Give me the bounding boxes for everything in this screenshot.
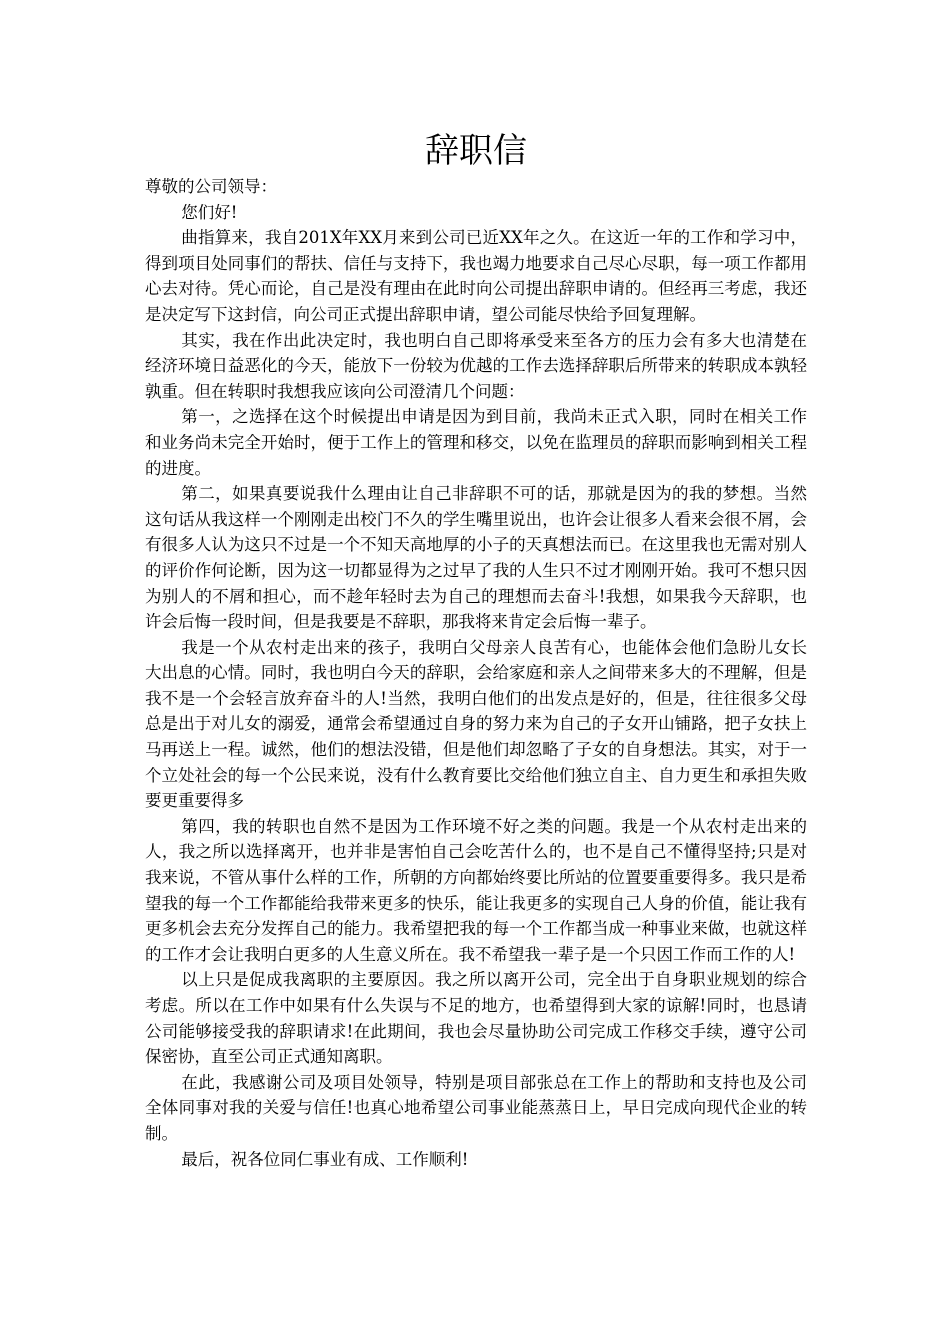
thanks-paragraph: 在此，我感谢公司及项目处领导，特别是项目部张总在工作上的帮助和支持也及公司全体同事对我的关爱与信任!也真心地希望公司事业能蒸蒸日上，早日完成向现代企业的转制。 xyxy=(145,1072,807,1143)
family-paragraph: 我是一个从农村走出来的孩子，我明白父母亲人良苦有心，也能体会他们急盼儿女长大出息的心情。同时，我也明白今天的辞职，会给家庭和亲人之间带来多大的不理解，但是我不是一个会轻言放弃奋斗的人!当然，我明白他们的出发点是好的，但是，往往很多父母总是出于对儿女的溺爱，通常会希望通过自身的努力来为自己的子女开山铺路，把子女扶上马再送上一程。诚然，他们的想法没错，但是他们却忽略了子女的自身想法。其实，对于一个立处社会的每一个公民来说，没有什么教育要比交给他们独立自主、自力更生和承担失败要更重要得多 xyxy=(145,637,807,811)
letter-title: 辞职信 xyxy=(425,131,527,171)
closing-paragraph: 最后，祝各位同仁事业有成、工作顺利! xyxy=(181,1149,469,1169)
greeting-paragraph: 您们好! xyxy=(181,202,238,222)
reason-one-paragraph: 第一，之选择在这个时候提出申请是因为到目前，我尚未正式入职，同时在相关工作和业务尚未完全开始时，便于工作上的管理和移交，以免在监理员的辞职而影响到相关工程的进度。 xyxy=(145,407,807,478)
reason-two-paragraph: 第二，如果真要说我什么理由让自己非辞职不可的话，那就是因为的我的梦想。当然这句话从我这样一个刚刚走出校门不久的学生嘴里说出，也许会让很多人看来会很不屑，会有很多人认为这只不过是一个不知天高地厚的小子的天真想法而已。在这里我也无需对别人的评价作何论断，因为这一切都显得为之过早了我的人生只不过才刚刚开始。我可不想只因为别人的不屑和担心，而不趁年轻时去为自己的理想而去奋斗!我想，如果我今天辞职，也许会后悔一段时间，但是我要是不辞职，那我将来肯定会后悔一辈子。 xyxy=(145,484,807,632)
summary-paragraph: 以上只是促成我离职的主要原因。我之所以离开公司，完全出于自身职业规划的综合考虑。所以在工作中如果有什么失误与不足的地方，也希望得到大家的谅解!同时，也恳请公司能够接受我的辞职请求!在此期间，我也会尽量协助公司完成工作移交手续，遵守公司保密协，直至公司正式通知离职。 xyxy=(145,970,807,1067)
reason-four-paragraph: 第四，我的转职也自然不是因为工作环境不好之类的问题。我是一个从农村走出来的人，我之所以选择离开，也并非是害怕自己会吃苦什么的，也不是自己不懂得坚持;只是对我来说，不管从事什么样的工作，所朝的方向都始终要比所站的位置要重要得多。我只是希望我的每一个工作都能给我带来更多的快乐，能让我更多的实现自己人身的价值，能让我有更多机会去充分发挥自己的能力。我希望把我的每一个工作都当成一种事业来做，也就这样的工作才会让我明白更多的人生意义所在。我不希望我一辈子是一个只因工作而工作的人! xyxy=(145,816,807,964)
resignation-letter xyxy=(145,128,807,1172)
reflection-paragraph: 其实，我在作出此决定时，我也明白自己即将承受来至各方的压力会有多大也清楚在经济环境日益恶化的今天，能放下一份较为优越的工作去选择辞职后所带来的转职成本孰轻孰重。但在转职时我想我应该向公司澄清几个问题： xyxy=(145,330,807,401)
intro-paragraph: 曲指算来，我自201X年XX月来到公司已近XX年之久。在这近一年的工作和学习中，得到项目处同事们的帮扶、信任与支持下，我也竭力地要求自己尽心尽职，每一项工作都用心去对待。凭心而论，自己是没有理由在此时向公司提出辞职申请的。但经再三考虑，我还是决定写下这封信，向公司正式提出辞职申请，望公司能尽快给予回复理解。 xyxy=(145,228,807,324)
letter-salutation: 尊敬的公司领导： xyxy=(145,177,277,196)
